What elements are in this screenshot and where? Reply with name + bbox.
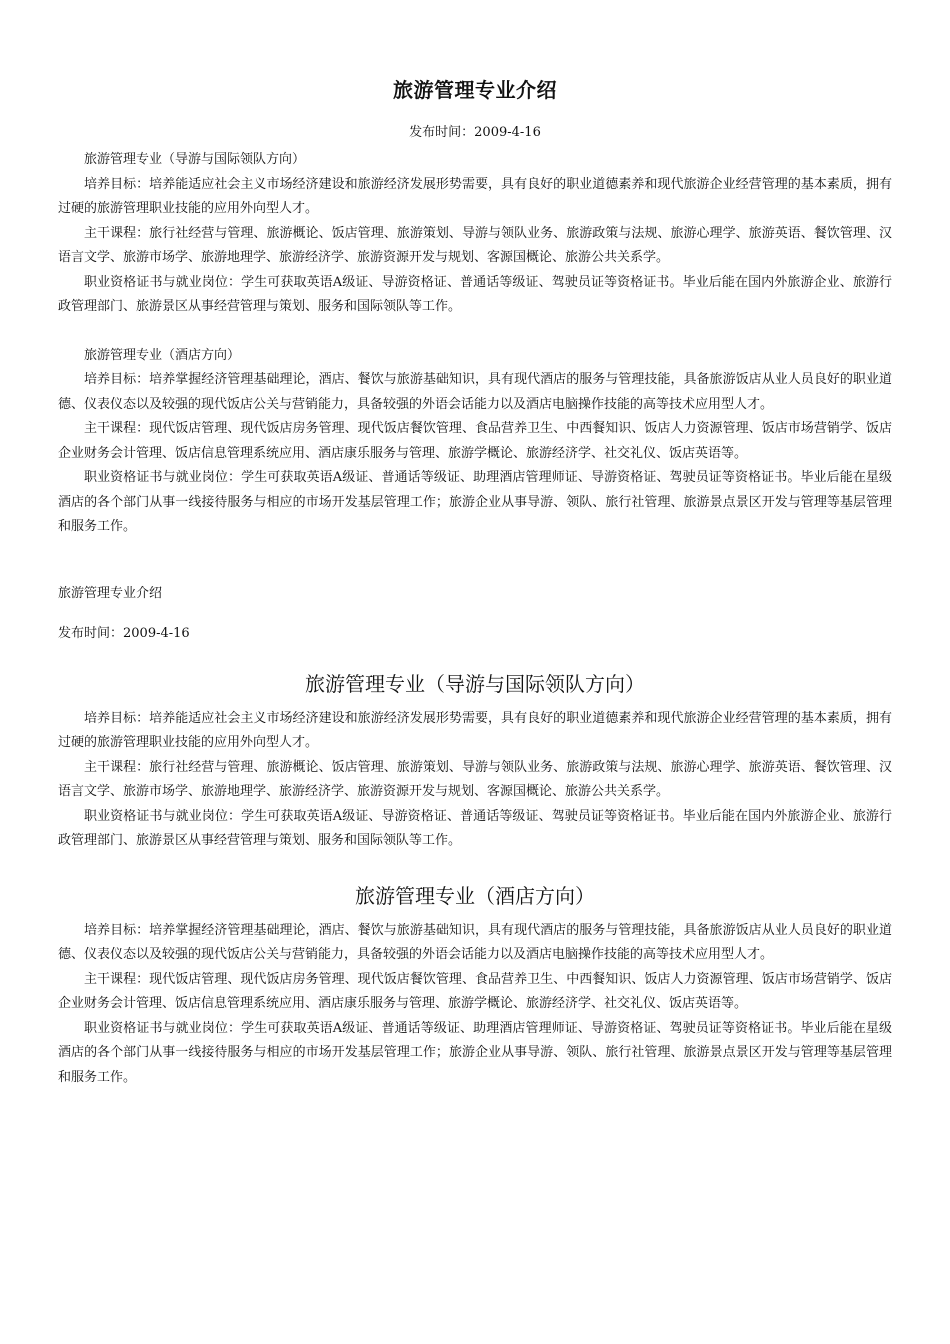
section-courses: 主干课程：旅行社经营与管理、旅游概论、饭店管理、旅游策划、导游与领队业务、旅游政策与法规、旅游心理学、旅游英语、餐饮管理、汉语言文学、旅游市场学、旅游地理学、旅游经济学、旅游资源开发与规划、客源国概论、旅游公共关系学。 — [58, 759, 892, 799]
section-hotel-compact — [58, 344, 892, 540]
section-courses: 主干课程：旅行社经营与管理、旅游概论、饭店管理、旅游策划、导游与领队业务、旅游政策与法规、旅游心理学、旅游英语、餐饮管理、汉语言文学、旅游市场学、旅游地理学、旅游经济学、旅游资源开发与规划、客源国概论、旅游公共关系学。 — [58, 225, 892, 265]
section-courses: 主干课程：现代饭店管理、现代饭店房务管理、现代饭店餐饮管理、食品营养卫生、中西餐知识、饭店人力资源管理、饭店市场营销学、饭店企业财务会计管理、饭店信息管理系统应用、酒店康乐服务与管理、旅游学概论、旅游经济学、社交礼仪、饭店英语等。 — [58, 971, 892, 1011]
section-heading: 旅游管理专业（导游与国际领队方向） — [84, 152, 306, 167]
section-goal: 培养目标：培养能适应社会主义市场经济建设和旅游经济发展形势需要，具有良好的职业道德素养和现代旅游企业经营管理的基本素质，拥有过硬的旅游管理职业技能的应用外向型人才。 — [58, 176, 892, 216]
section-careers: 职业资格证书与就业岗位：学生可获取英语A级证、普通话等级证、助理酒店管理师证、导游资格证、驾驶员证等资格证书。毕业后能在星级酒店的各个部门从事一线接待服务与相应的市场开发基层管理工作；旅游企业从事导游、领队、旅行社管理、旅游景点景区开发与管理等基层管理和服务工作。 — [58, 470, 892, 534]
section-guide-compact — [58, 148, 892, 320]
section-goal: 培养目标：培养能适应社会主义市场经济建设和旅游经济发展形势需要，具有良好的职业道德素养和现代旅游企业经营管理的基本素质，拥有过硬的旅游管理职业技能的应用外向型人才。 — [58, 710, 892, 750]
publish-date: 发布时间：2009-4-16 — [409, 125, 541, 140]
page-title: 旅游管理专业介绍 — [393, 78, 557, 102]
section-goal: 培养目标：培养掌握经济管理基础理论，酒店、餐饮与旅游基础知识，具有现代酒店的服务与管理技能，具备旅游饭店从业人员良好的职业道德、仪表仪态以及较强的现代饭店公关与营销能力，具备较强的外语会话能力以及酒店电脑操作技能的高等技术应用型人才。 — [58, 922, 892, 962]
section-careers: 职业资格证书与就业岗位：学生可获取英语A级证、导游资格证、普通话等级证、驾驶员证等资格证书。毕业后能在国内外旅游企业、旅游行政管理部门、旅游景区从事经营管理与策划、服务和国际领队等工作。 — [58, 808, 892, 848]
section-hotel-full — [58, 880, 892, 1091]
section-heading-large: 旅游管理专业（酒店方向） — [355, 883, 595, 908]
section-courses: 主干课程：现代饭店管理、现代饭店房务管理、现代饭店餐饮管理、食品营养卫生、中西餐知识、饭店人力资源管理、饭店市场营销学、饭店企业财务会计管理、饭店信息管理系统应用、酒店康乐服务与管理、旅游学概论、旅游经济学、社交礼仪、饭店英语等。 — [58, 421, 892, 461]
repeat-title: 旅游管理专业介绍 — [58, 585, 163, 601]
section-careers: 职业资格证书与就业岗位：学生可获取英语A级证、普通话等级证、助理酒店管理师证、导游资格证、驾驶员证等资格证书。毕业后能在星级酒店的各个部门从事一线接待服务与相应的市场开发基层管理工作；旅游企业从事导游、领队、旅行社管理、旅游景点景区开发与管理等基层管理和服务工作。 — [58, 1020, 892, 1085]
section-guide-full — [58, 668, 892, 854]
section-careers: 职业资格证书与就业岗位：学生可获取英语A级证、导游资格证、普通话等级证、驾驶员证等资格证书。毕业后能在国内外旅游企业、旅游行政管理部门、旅游景区从事经营管理与策划、服务和国际领队等工作。 — [58, 274, 892, 314]
section-heading-large: 旅游管理专业（导游与国际领队方向） — [305, 671, 645, 696]
section-goal: 培养目标：培养掌握经济管理基础理论，酒店、餐饮与旅游基础知识，具有现代酒店的服务与管理技能，具备旅游饭店从业人员良好的职业道德、仪表仪态以及较强的现代饭店公关与营销能力，具备较强的外语会话能力以及酒店电脑操作技能的高等技术应用型人才。 — [58, 372, 892, 412]
repeat-publish-date: 发布时间：2009-4-16 — [58, 625, 190, 641]
section-heading: 旅游管理专业（酒店方向） — [84, 347, 241, 363]
document-page — [58, 74, 892, 1090]
